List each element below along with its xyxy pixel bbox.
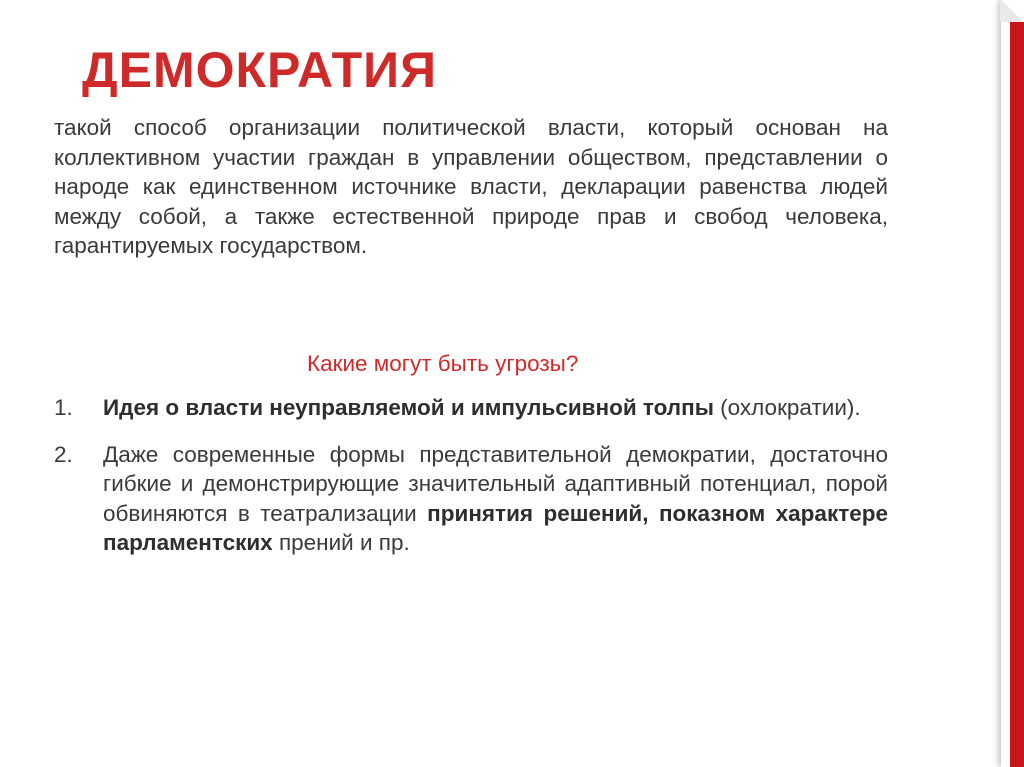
- threat-text: [103, 393, 888, 423]
- threats-list: [54, 393, 888, 558]
- threat-text-bold: Идея о власти неуправляемой и импульсивной толпы: [103, 395, 714, 420]
- threat-item-2: [54, 440, 888, 558]
- threat-text-bold: принятия решений, показном характере парламентских: [103, 500, 888, 555]
- threat-text-plain: (охлократии).: [720, 395, 861, 420]
- threats-question: Какие могут быть угрозы?: [307, 351, 579, 376]
- threat-text: [103, 440, 888, 558]
- definition-text: такой способ организации политической власти, который основан на коллективном участии граждан в управлении обществом, представлении о народе как единственном источнике власти, декларации равенства людей между собой, а также естественной природе прав и свобод человека, гарантируемых государством.: [54, 115, 888, 258]
- threat-text-plain: Даже современные формы представительной демократии, достаточно гибкие и демонстрирующие значительный адаптивный потенциал, порой обвиняются в театрализации: [103, 441, 888, 526]
- threat-item-1: [54, 393, 888, 423]
- red-edge-band: [1010, 0, 1024, 767]
- threat-number: 2.: [54, 441, 73, 467]
- threat-text-tail: прений и пр.: [278, 530, 410, 555]
- slide-title: ДЕМОКРАТИЯ: [82, 42, 438, 98]
- corner-fold: [1000, 0, 1024, 22]
- threat-number: 1.: [54, 395, 73, 420]
- edge-shadow-strip: [1001, 0, 1010, 767]
